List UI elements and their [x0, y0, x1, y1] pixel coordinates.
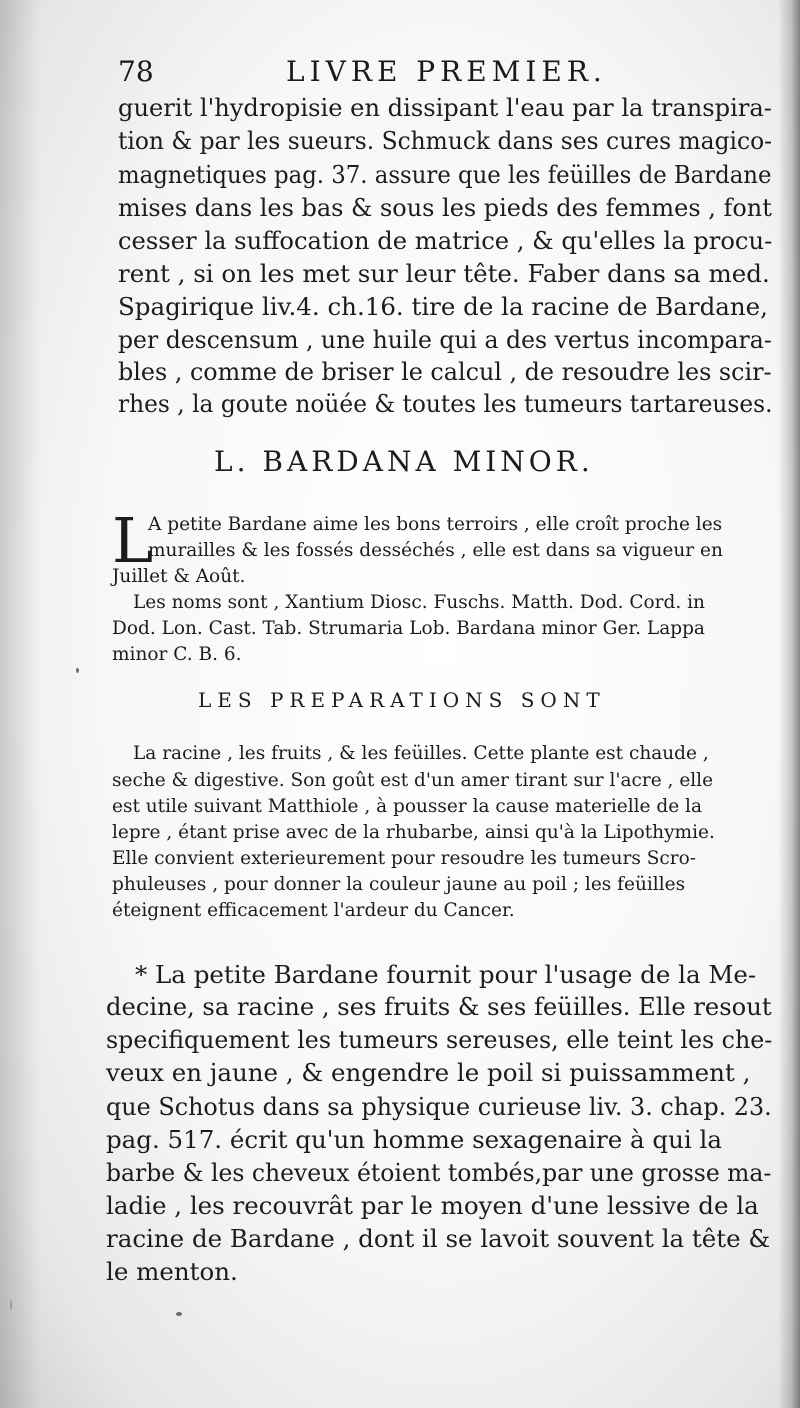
text-line: pag. 517. écrit qu'un homme sexagenaire à qui la — [106, 1125, 722, 1154]
text-line: éteignent efficacement l'ardeur du Cancer. — [112, 900, 515, 921]
text-line: mises dans les bas & sous les pieds des femmes , font — [118, 193, 772, 222]
text-line: racine de Bardane , dont il se lavoit souvent la tête & — [106, 1224, 771, 1253]
page-edge-shadow — [778, 0, 800, 1408]
text-line: per descensum , une huile qui a des vertus incompara- — [118, 325, 772, 354]
text-line: rhes , la goute noüée & toutes les tumeurs tartareuses. — [118, 389, 773, 418]
text-line: seche & digestive. Son goût est d'un amer tirant sur l'acre , elle — [112, 770, 714, 791]
gutter-shadow — [0, 0, 40, 1408]
text-line: A petite Bardane aime les bons terroirs , elle croît proche les — [148, 514, 723, 535]
text-line: minor C. B. 6. — [112, 644, 242, 665]
text-line: magnetiques pag. 37. assure que les feüilles de Bardane — [118, 160, 772, 189]
text-line: Les noms sont , Xantium Diosc. Fuschs. Matth. Dod. Cord. in — [133, 592, 705, 613]
text-line: murailles & les fossés desséchés , elle est dans sa vigueur en — [148, 540, 723, 561]
text-line: * La petite Bardane fournit pour l'usage de la Me- — [135, 960, 757, 989]
preparations-heading: LES PREPARATIONS SONT — [198, 688, 606, 712]
text-line: guerit l'hydropisie en dissipant l'eau par la transpira- — [118, 93, 772, 122]
text-line: cesser la suffocation de matrice , & qu'elles la procu- — [118, 226, 773, 255]
text-line: phuleuses , pour donner la couleur jaune au poil ; les feüilles — [112, 874, 686, 895]
book-title: LIVRE PREMIER. — [286, 55, 607, 88]
text-line: Juillet & Août. — [112, 566, 246, 587]
page-number: 78 — [118, 55, 154, 88]
text-line: lepre , étant prise avec de la rhubarbe, ainsi qu'à la Lipothymie. — [112, 822, 715, 843]
text-line: veux en jaune , & engendre le poil si puissamment , — [106, 1058, 751, 1087]
drop-cap: L — [112, 504, 154, 577]
text-line: Spagirique liv.4. ch.16. tire de la racine de Bardane, — [118, 292, 768, 321]
text-line: rent , si on les met sur leur tête. Faber dans sa med. — [118, 259, 770, 288]
paper-speck — [76, 668, 79, 673]
text-line: bles , comme de briser le calcul , de resoudre les scir- — [118, 357, 772, 386]
running-head — [118, 55, 618, 95]
text-line: barbe & les cheveux étoient tombés,par une grosse ma- — [106, 1158, 772, 1187]
text-line: est utile suivant Matthiole , à pousser la cause materielle de la — [112, 796, 702, 817]
section-heading: L. BARDANA MINOR. — [214, 445, 594, 478]
text-line: que Schotus dans sa physique curieuse liv. 3. chap. 23. — [106, 1092, 772, 1121]
text-line: ladie , les recouvrât par le moyen d'une lessive de la — [106, 1191, 759, 1220]
text-line: La racine , les fruits , & les feüilles. Cette plante est chaude , — [133, 743, 709, 764]
text-line: Elle convient exterieurement pour resoudre les tumeurs Scro- — [112, 848, 696, 869]
paper-speck — [10, 1300, 12, 1310]
text-line: tion & par les sueurs. Schmuck dans ses cures magico- — [118, 126, 773, 155]
text-line: Dod. Lon. Cast. Tab. Strumaria Lob. Bardana minor Ger. Lappa — [112, 618, 705, 639]
text-line: le menton. — [106, 1257, 238, 1286]
text-line: decine, sa racine , ses fruits & ses feüilles. Elle resout — [106, 992, 772, 1021]
paper-speck — [176, 1312, 182, 1316]
text-line: specifiquement les tumeurs sereuses, elle teint les che- — [106, 1025, 773, 1054]
